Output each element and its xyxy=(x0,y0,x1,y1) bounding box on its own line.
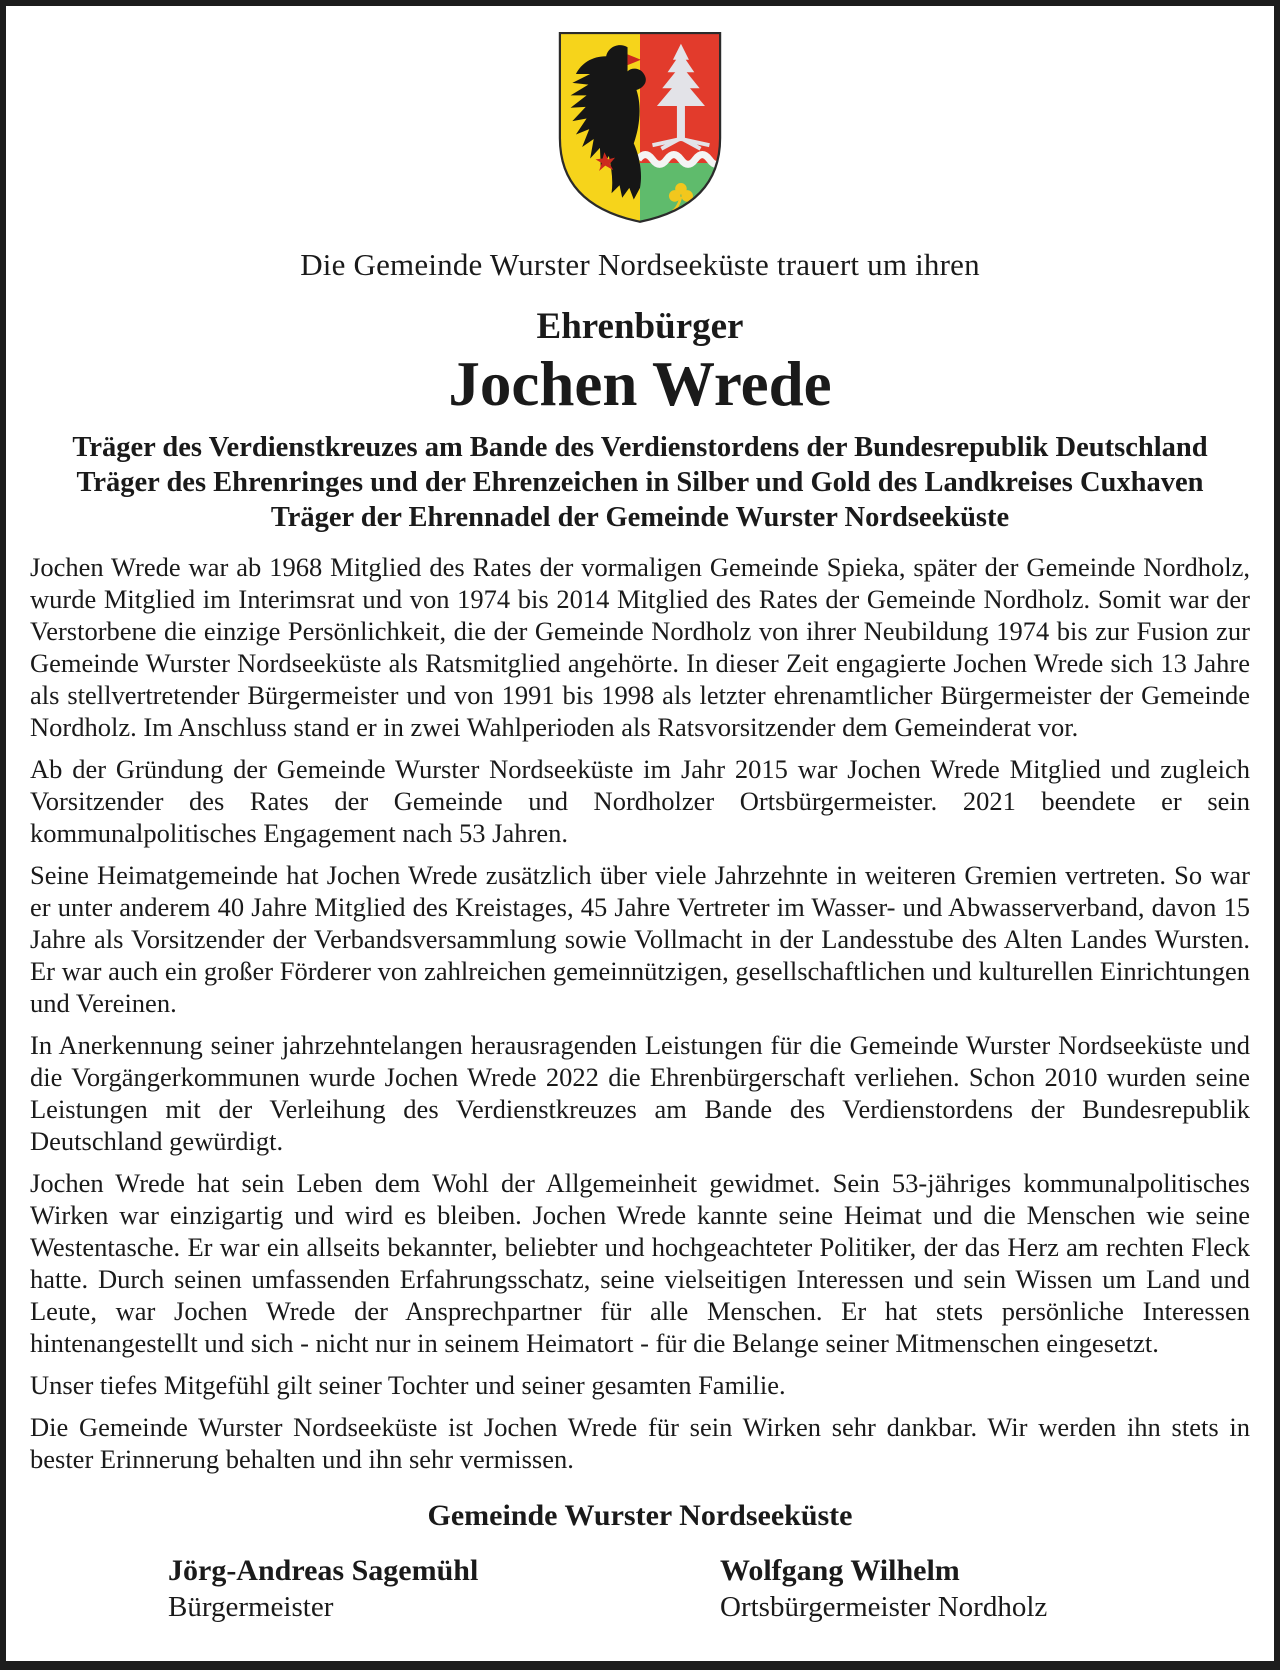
obituary-body xyxy=(30,551,1250,1475)
signer-title: Bürgermeister xyxy=(168,1590,334,1623)
closing-organization: Gemeinde Wurster Nordseeküste xyxy=(427,1498,853,1532)
honor-line: Träger des Ehrenringes und der Ehrenzeichen in Silber und Gold des Landkreises Cuxhaven xyxy=(76,466,1204,498)
intro-line: Die Gemeinde Wurster Nordseeküste trauert um ihren xyxy=(300,247,980,282)
paragraph: Unser tiefes Mitgefühl gilt seiner Tochter und seiner gesamten Familie. xyxy=(30,1369,786,1400)
coat-of-arms-icon xyxy=(551,24,729,229)
paragraph: Jochen Wrede war ab 1968 Mitglied des Rates der vormaligen Gemeinde Spieka, später der Gemeinde Nordholz, wurde Mitglied im Interimsrat und von 1974 bis 2014 Mitglied des Rates der Gemeinde Nordholz. Somit war der Verstorbene die einzige Persönlichkeit, die der Gemeinde Nordholz von ihrer Neubildung 1974 bis zur Fusion zur Gemeinde Wurster Nordseeküste als Ratsmitglied angehörte. In dieser Zeit engagierte Jochen Wrede sich 13 Jahre als stellvertretender Bürgermeister und von 1991 bis 1998 als letzter ehrenamtlicher Bürgermeister der Gemeinde Nordholz. Im Anschluss stand er in zwei Wahlperioden als Ratsvorsitzender dem Gemeinderat vor. xyxy=(30,551,1250,742)
paragraph: In Anerkennung seiner jahrzehntelangen herausragenden Leistungen für die Gemeinde Wurster Nordseeküste und die Vorgängerkommunen wurde Jochen Wrede 2022 die Ehrenbürgerschaft verliehen. Schon 2010 wurden seine Leistungen mit der Verleihung des Verdienstkreuzes am Bande des Verdienstordens der Bundesrepublik Deutschland gewürdigt. xyxy=(30,1029,1250,1156)
notice-content xyxy=(6,6,1274,1625)
paragraph: Seine Heimatgemeinde hat Jochen Wrede zusätzlich über viele Jahrzehnte in weiteren Gremien vertreten. So war er unter anderem 40 Jahre Mitglied des Kreistages, 45 Jahre Vertreter im Wasser- und Abwasserverband, davon 15 Jahre als Vorsitzender der Verbandsversammlung sowie Vollmacht in der Landesstube des Alten Landes Wursten. Er war auch ein großer Förderer von zahlreichen gemeinnützigen, gesellschaftlichen und kulturellen Einrichtungen und Vereinen. xyxy=(30,859,1250,1018)
signature-row xyxy=(30,1553,1250,1625)
deceased-name: Jochen Wrede xyxy=(448,348,832,419)
crest-wave-line xyxy=(638,155,722,165)
honor-line: Träger der Ehrennadel der Gemeinde Wurster Nordseeküste xyxy=(270,501,1010,533)
honorific-title: Ehrenbürger xyxy=(536,306,744,347)
paragraph: Ab der Gründung der Gemeinde Wurster Nordseeküste im Jahr 2015 war Jochen Wrede Mitglied und zugleich Vorsitzender des Rates der Gemeinde und Nordholzer Ortsbürgermeister. 2021 beendete er sein kommunalpolitisches Engagement nach 53 Jahren. xyxy=(30,753,1250,848)
honors-block xyxy=(30,430,1250,535)
signer-name: Wolfgang Wilhelm xyxy=(720,1553,960,1587)
paragraph: Die Gemeinde Wurster Nordseeküste ist Jochen Wrede für sein Wirken sehr dankbar. Wir werden ihn stets in bester Erinnerung behalten und ihn sehr vermissen. xyxy=(30,1411,1250,1474)
signer-title: Ortsbürgermeister Nordholz xyxy=(720,1590,1048,1623)
coat-of-arms xyxy=(30,24,1250,229)
signer-name: Jörg-Andreas Sagemühl xyxy=(168,1553,479,1587)
honor-line: Träger des Verdienstkreuzes am Bande des Verdienstordens der Bundesrepublik Deutschland xyxy=(72,431,1208,463)
signature-right xyxy=(640,1553,1250,1625)
paragraph: Jochen Wrede hat sein Leben dem Wohl der Allgemeinheit gewidmet. Sein 53-jähriges kommunalpolitisches Wirken war einzigartig und wird es bleiben. Jochen Wrede kannte seine Heimat und die Menschen wie seine Westentasche. Er war ein allseits bekannter, beliebter und hochgeachteter Politiker, der das Herz am rechten Fleck hatte. Durch seinen umfassenden Erfahrungsschatz, seine vielseitigen Interessen und sein Wissen um Land und Leute, war Jochen Wrede der Ansprechpartner für alle Menschen. Er hat stets persönliche Interessen hintenangestellt und sich - nicht nur in seinem Heimatort - für die Belange seiner Mitmenschen eingesetzt. xyxy=(30,1167,1250,1358)
signature-left xyxy=(30,1553,640,1625)
